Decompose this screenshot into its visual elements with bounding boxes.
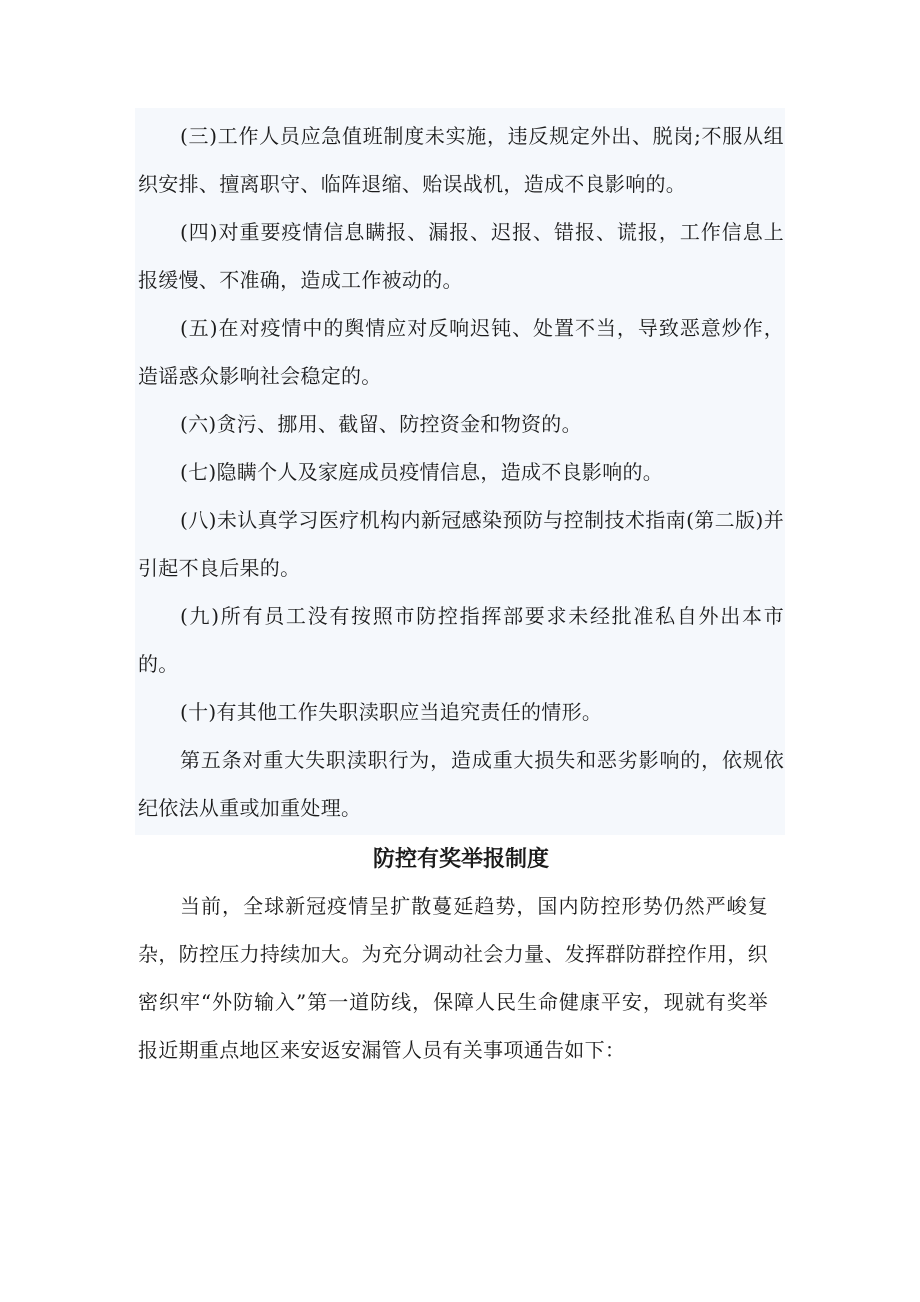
clause-10: (十)有其他工作失职渎职应当追究责任的情形。 — [180, 700, 603, 724]
clause-3: (三)工作人员应急值班制度未实施，违反规定外出、脱岗;不服从组织安排、擅离职守、临阵退缩、贻误战机，造成不良影响的。 — [138, 124, 784, 196]
section-title: 防控有奖举报制度 — [372, 847, 549, 872]
article-5: 第五条对重大失职渎职行为，造成重大损失和恶劣影响的，依规依纪依法从重或加重处理。 — [138, 748, 784, 820]
clause-7: (七)隐瞒个人及家庭成员疫情信息，造成不良影响的。 — [180, 460, 664, 484]
clause-6: (六)贪污、挪用、截留、防控资金和物资的。 — [180, 412, 582, 436]
clause-9: (九)所有员工没有按照市防控指挥部要求未经批准私自外出本市的。 — [138, 604, 784, 676]
clause-5: (五)在对疫情中的舆情应对反响迟钝、处置不当，导致恶意炒作，造谣惑众影响社会稳定的。 — [138, 316, 784, 388]
clause-8: (八)未认真学习医疗机构内新冠感染预防与控制技术指南(第二版)并引起不良后果的。 — [138, 508, 784, 580]
intro-paragraph: 当前，全球新冠疫情呈扩散蔓延趋势，国内防控形势仍然严峻复杂，防控压力持续加大。为充分调动社会力量、发挥群防群控作用，织密织牢“外防输入”第一道防线，保障人民生命健康平安，现就有奖举报近期重点地区来安返安漏管人员有关事项通告如下： — [138, 894, 768, 1062]
clause-4: (四)对重要疫情信息瞒报、漏报、迟报、错报、谎报，工作信息上报缓慢、不准确，造成工作被动的。 — [138, 220, 784, 292]
